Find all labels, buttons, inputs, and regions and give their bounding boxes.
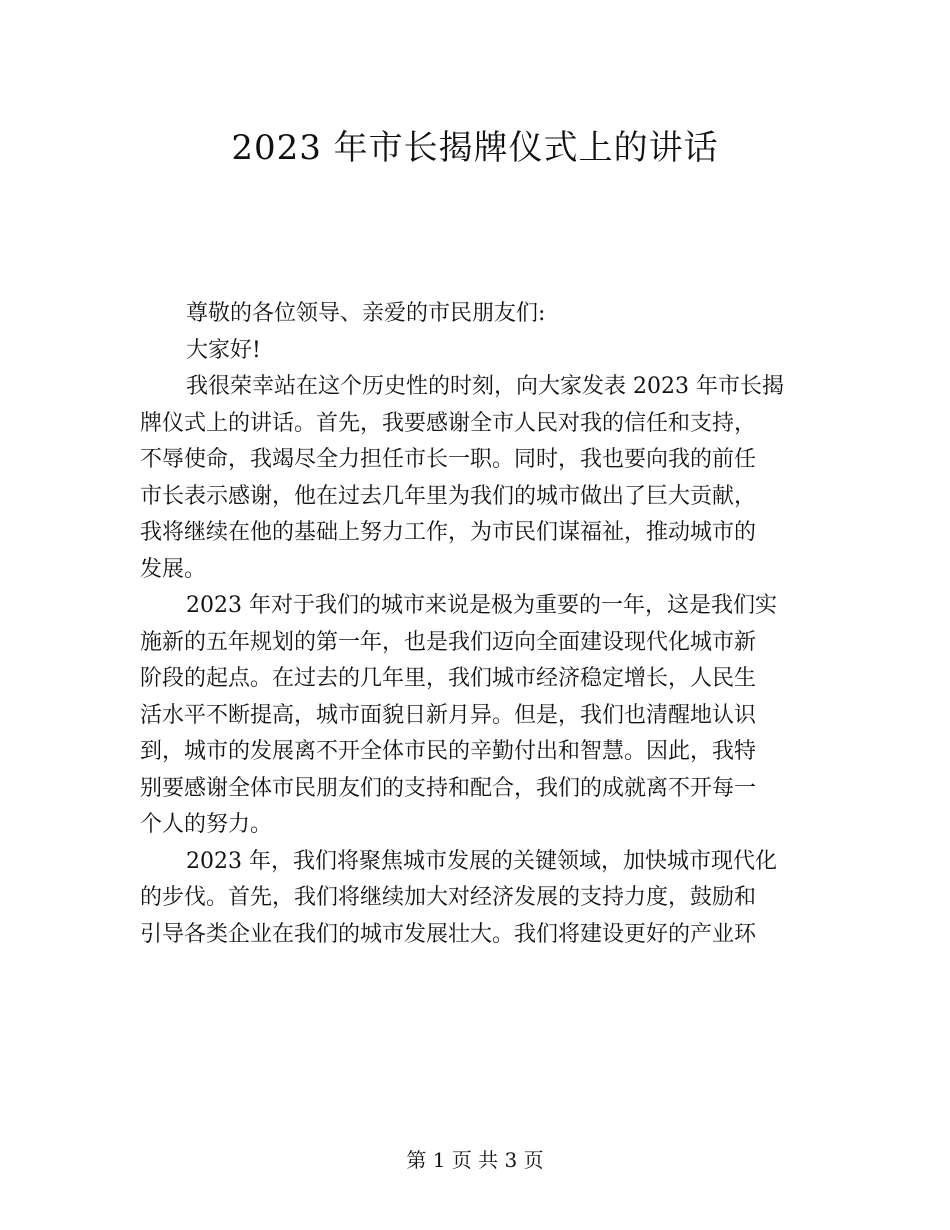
paragraph-2-line-4: 活水平不断提高，城市面貌日新月异。但是，我们也清醒地认识 bbox=[140, 702, 757, 728]
paragraph-3-line-2: 的步伐。首先，我们将继续加大对经济发展的支持力度，鼓励和 bbox=[140, 885, 757, 910]
paragraph-1-line-5: 我将继续在他的基础上努力工作，为市民们谋福祉，推动城市的 bbox=[140, 520, 757, 545]
document-title: 2023 年市长揭牌仪式上的讲话 bbox=[231, 128, 719, 168]
paragraph-1-line-4: 市长表示感谢，他在过去几年里为我们的城市做出了巨大贡献， bbox=[140, 483, 757, 509]
paragraph-1-line-6: 发展。 bbox=[140, 556, 207, 582]
greeting-line: 大家好! bbox=[186, 337, 261, 363]
paragraph-2-line-6: 别要感谢全体市民朋友们的支持和配合，我们的成就离不开每一 bbox=[140, 775, 757, 801]
document-body bbox=[140, 296, 810, 953]
paragraph-3-line-3: 引导各类企业在我们的城市发展壮大。我们将建设更好的产业环 bbox=[140, 921, 757, 947]
page-footer: 第 1 页 共 3 页 bbox=[406, 1148, 544, 1172]
paragraph-1-line-3: 不辱使命，我竭尽全力担任市长一职。同时，我也要向我的前任 bbox=[140, 447, 757, 472]
paragraph-2-line-5: 到，城市的发展离不开全体市民的辛勤付出和智慧。因此，我特 bbox=[140, 739, 757, 764]
paragraph-1-line-2: 牌仪式上的讲话。首先，我要感谢全市人民对我的信任和支持， bbox=[140, 410, 757, 436]
paragraph-2-line-7: 个人的努力。 bbox=[140, 812, 273, 837]
paragraph-2-line-2: 施新的五年规划的第一年，也是我们迈向全面建设现代化城市新 bbox=[140, 629, 757, 655]
salutation-line: 尊敬的各位领导、亲爱的市民朋友们: bbox=[186, 301, 546, 326]
paragraph-2-line-1: 2023 年对于我们的城市来说是极为重要的一年，这是我们实 bbox=[186, 593, 777, 618]
paragraph-1-line-1: 我很荣幸站在这个历史性的时刻，向大家发表 2023 年市长揭 bbox=[186, 374, 784, 399]
paragraph-2-line-3: 阶段的起点。在过去的几年里，我们城市经济稳定增长，人民生 bbox=[140, 666, 757, 691]
paragraph-3-line-1: 2023 年，我们将聚焦城市发展的关键领域，加快城市现代化 bbox=[186, 848, 777, 874]
